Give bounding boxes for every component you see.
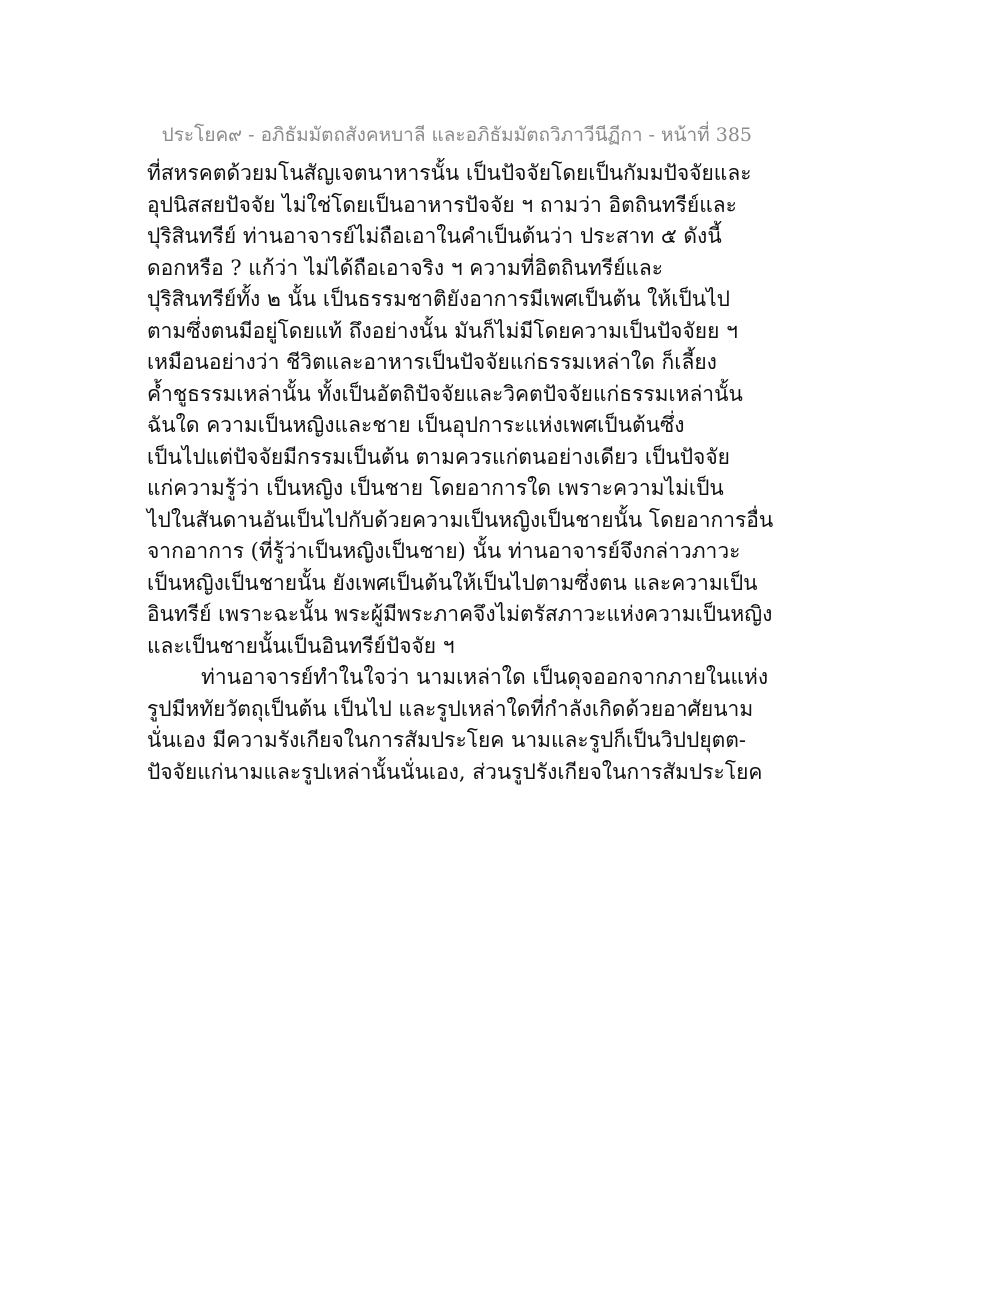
text-line: ตามซึ่งตนมีอยู่โดยแท้ ถึงอย่างนั้น มันก็ไม่มีโดยความเป็นปัจจัยย ฯ — [147, 318, 738, 343]
text-line: ปัจจัยแก่นามและรูปเหล่านั้นนั่นเอง, ส่วนรูปรังเกียจในการสัมประโยค — [147, 759, 763, 784]
text-line: ที่สหรคตด้วยมโนสัญเจตนาหารนั้น เป็นปัจจัยโดยเป็นกัมมปัจจัยและ — [147, 161, 752, 185]
text-line: แก่ความรู้ว่า เป็นหญิง เป็นชาย โดยอาการใด เพราะความไม่เป็น — [147, 476, 724, 500]
text-line: ไปในสันดานอันเป็นไปกับด้วยความเป็นหญิงเป็นชายนั้น โดยอาการอื่น — [147, 507, 774, 532]
text-line: เหมือนอย่างว่า ชีวิตและอาหารเป็นปัจจัยแก่ธรรมเหล่าใด ก็เลี้ยง — [147, 350, 717, 374]
page-header: ประโยค๙ - อภิธัมมัตถสังคหบาลี และอภิธัมมัตถวิภาวีนีฏีกา - หน้าที่ 385 — [161, 124, 752, 146]
body-text — [147, 158, 907, 788]
text-line: รูปมีหทัยวัตถุเป็นต้น เป็นไป และรูปเหล่าใดที่กำลังเกิดด้วยอาศัยนาม — [147, 696, 754, 721]
text-line: นั่นเอง มีความรังเกียจในการสัมประโยค นามและรูปก็เป็นวิปปยุตต- — [147, 728, 747, 752]
text-line: ปุริสินทรีย์ ท่านอาจารย์ไม่ถือเอาในคำเป็นต้นว่า ประสาท ๕ ดังนี้ — [147, 224, 722, 248]
paragraph — [147, 662, 907, 788]
text-line: ปุริสินทรีย์ทั้ง ๒ นั้น เป็นธรรมชาติยังอาการมีเพศเป็นต้น ให้เป็นไป — [147, 287, 730, 311]
text-line: ท่านอาจารย์ทำในใจว่า นามเหล่าใด เป็นดุจออกจากภายในแห่ง — [201, 665, 769, 689]
text-line: เป็นไปแต่ปัจจัยมีกรรมเป็นต้น ตามควรแก่ตนอย่างเดียว เป็นปัจจัย — [147, 444, 730, 469]
text-line: ดอกหรือ ? แก้ว่า ไม่ได้ถือเอาจริง ฯ ความที่อิตถินทรีย์และ — [147, 255, 664, 280]
text-line: อินทรีย์ เพราะฉะนั้น พระผู้มีพระภาคจึงไม่ตรัสภาวะแห่งความเป็นหญิง — [147, 602, 773, 626]
paragraph — [147, 158, 907, 662]
text-line: อุปนิสสยปัจจัย ไม่ใช่โดยเป็นอาหารปัจจัย ฯ ถามว่า อิตถินทรีย์และ — [147, 192, 737, 217]
text-line: เป็นหญิงเป็นชายนั้น ยังเพศเป็นต้นให้เป็นไปตามซึ่งตน และความเป็น — [147, 570, 758, 595]
text-line: ฉันใด ความเป็นหญิงและชาย เป็นอุปการะแห่งเพศเป็นต้นซึ่ง — [147, 413, 685, 437]
text-line: ค้ำชูธรรมเหล่านั้น ทั้งเป็นอัตถิปัจจัยและวิคตปัจจัยแก่ธรรมเหล่านั้น — [147, 381, 743, 406]
text-line: จากอาการ (ที่รู้ว่าเป็นหญิงเป็นชาย) นั้น ท่านอาจารย์จึงกล่าวภาวะ — [147, 539, 741, 563]
text-line: และเป็นชายนั้นเป็นอินทรีย์ปัจจัย ฯ — [147, 633, 455, 658]
